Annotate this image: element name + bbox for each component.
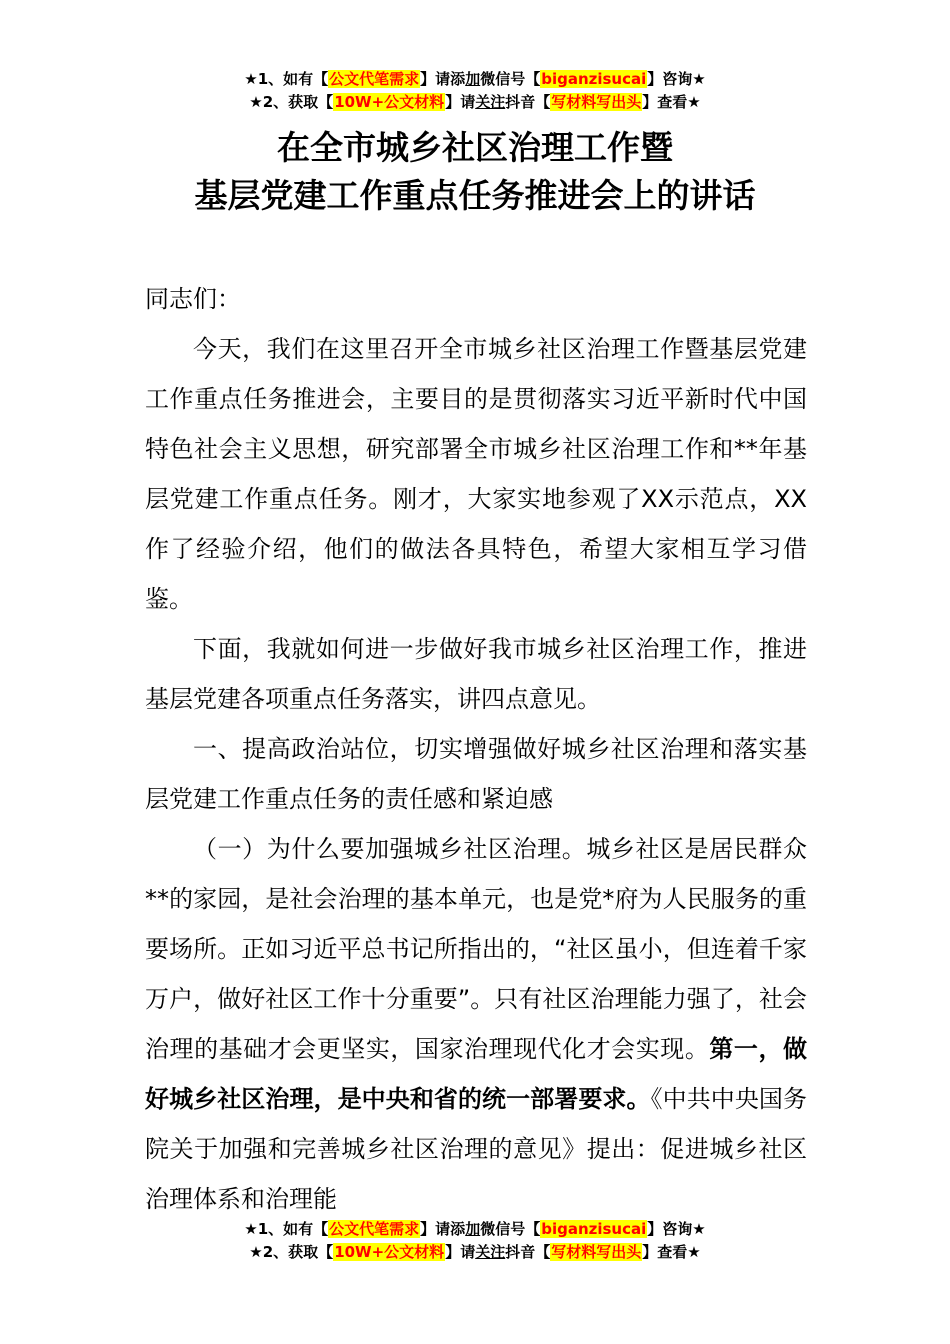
banner-douyin-id: 写材料写出头 xyxy=(551,93,642,111)
banner-highlight: 公文代笔需求 xyxy=(329,70,420,88)
top-banner-line-1 xyxy=(0,68,950,91)
banner-text: 】请添 xyxy=(420,70,466,88)
paragraph-4 xyxy=(145,824,807,1224)
banner-highlight: 公文代笔需求 xyxy=(329,1220,420,1238)
banner-douyin-id: 写材料写出头 xyxy=(551,1243,642,1261)
banner-underline: 加 xyxy=(465,1220,481,1238)
banner-text: 微信号【 xyxy=(480,70,541,88)
title-line-1: 在全市城乡社区治理工作暨 xyxy=(277,128,673,167)
bottom-banner xyxy=(0,1218,950,1264)
top-banner-line-2 xyxy=(0,91,950,114)
banner-wechat-id: biganzisucai xyxy=(541,1220,647,1238)
banner-underline: 加 xyxy=(465,70,481,88)
banner-text: ★2、获取【 xyxy=(249,93,334,111)
banner-highlight: 10W+公文材料 xyxy=(334,1243,445,1261)
top-banner xyxy=(0,68,950,114)
salutation: 同志们： xyxy=(145,285,241,313)
banner-text: 】请 xyxy=(445,1243,476,1261)
title-line-2: 基层党建工作重点任务推进会上的讲话 xyxy=(194,176,756,215)
banner-text: 】请添 xyxy=(420,1220,466,1238)
banner-text: 微信号【 xyxy=(480,1220,541,1238)
banner-highlight: 10W+公文材料 xyxy=(334,93,445,111)
banner-text: 】查看★ xyxy=(642,1243,701,1261)
banner-text: 】请 xyxy=(445,93,476,111)
banner-underline: 关注 xyxy=(475,1243,506,1261)
banner-underline: 关注 xyxy=(475,93,506,111)
section-heading-1: 一、提高政治站位，切实增强做好城乡社区治理和落实基层党建工作重点任务的责任感和紧迫感 xyxy=(145,735,807,813)
paragraph-2: 下面，我就如何进一步做好我市城乡社区治理工作，推进基层党建各项重点任务落实，讲四点意见。 xyxy=(145,635,807,713)
banner-text: ★2、获取【 xyxy=(249,1243,334,1261)
banner-text: 】咨询★ xyxy=(647,1220,706,1238)
paragraph-4-bold: 第一，做好城乡社区治理，是中央和省的统一部署要求。 xyxy=(145,1035,808,1113)
banner-text: 】咨询★ xyxy=(647,70,706,88)
banner-text: 抖音【 xyxy=(505,1243,551,1261)
banner-text: 】查看★ xyxy=(642,93,701,111)
banner-text: 抖音【 xyxy=(505,93,551,111)
bottom-banner-line-2 xyxy=(0,1241,950,1264)
document-body xyxy=(145,274,807,1224)
bottom-banner-line-1 xyxy=(0,1218,950,1241)
banner-text: ★1、如有【 xyxy=(244,1220,329,1238)
paragraph-1: 今天，我们在这里召开全市城乡社区治理工作暨基层党建工作重点任务推进会，主要目的是贯彻落实习近平新时代中国特色社会主义思想，研究部署全市城乡社区治理工作和**年基层党建工作重点任务。刚才，大家实地参观了XX示范点，XX作了经验介绍，他们的做法各具特色，希望大家相互学习借鉴。 xyxy=(145,335,807,613)
paragraph-4-text: （一）为什么要加强城乡社区治理。城乡社区是居民群众**的家园，是社会治理的基本单元，也是党*府为人民服务的重要场所。正如习近平总书记所指出的，“社区虽小，但连着千家万户，做好社区工作十分重要”。只有社区治理能力强了，社会治理的基础才会更坚实，国家治理现代化才会实现。 xyxy=(145,835,807,1063)
banner-wechat-id: biganzisucai xyxy=(541,70,647,88)
banner-text: ★1、如有【 xyxy=(244,70,329,88)
document-title xyxy=(0,124,950,220)
paragraph-4-text-cont: 《中共中央国务院关于加强和完善城乡社区治理的意见》提出：促进城乡社区治理体系和治理能 xyxy=(145,1085,808,1213)
